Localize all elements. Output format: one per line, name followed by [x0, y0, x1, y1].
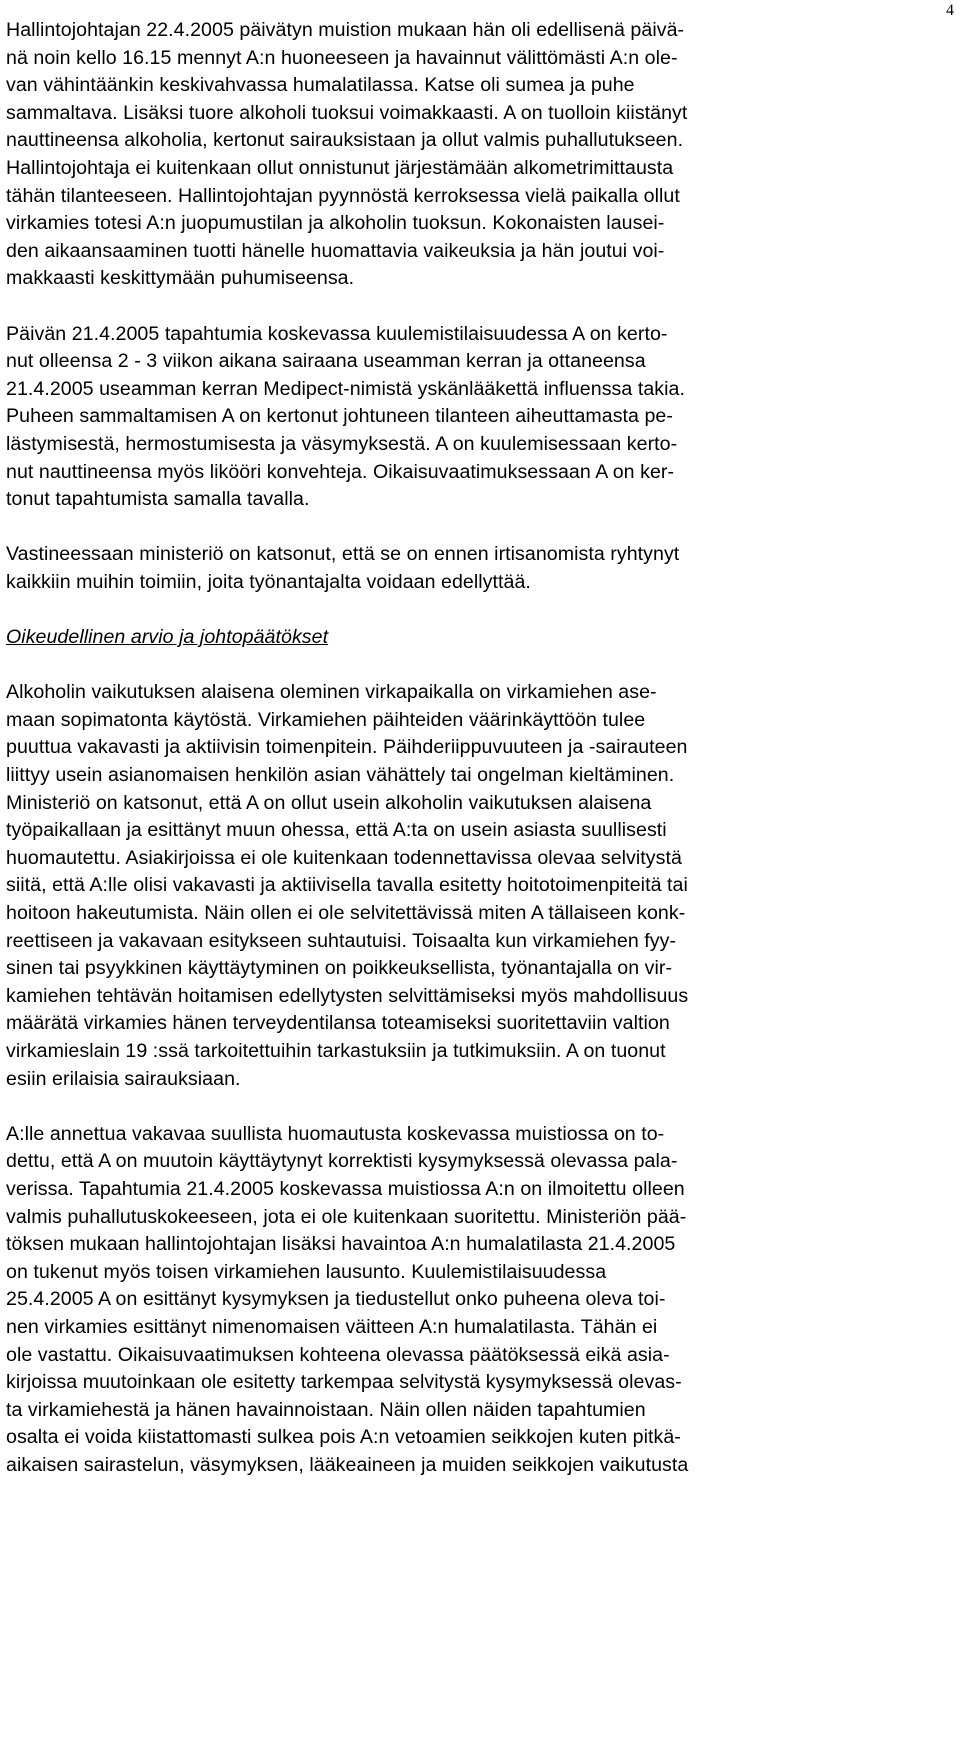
text-line: valmis puhallutuskokeeseen, jota ei ole kuitenkaan suoritettu. Ministeriön pää-: [6, 1205, 687, 1228]
paragraph-assessment: [6, 679, 958, 1093]
text-line: makkaasti keskittymään puhumiseensa.: [6, 267, 355, 290]
text-line: tähän tilanteeseen. Hallintojohtajan pyynnöstä kerroksessa vielä paikalla ollut: [6, 184, 680, 207]
document-body: [6, 17, 958, 1479]
text-line: 21.4.2005 useamman kerran Medipect-nimistä yskänlääkettä influenssa takia.: [6, 377, 685, 400]
text-line: määrätä virkamies hänen terveydentilansa toteamiseksi suoritettaviin valtion: [6, 1012, 670, 1035]
text-line: Alkoholin vaikutuksen alaisena oleminen virkapaikalla on virkamiehen ase-: [6, 681, 657, 704]
text-line: hoitoon hakeutumista. Näin ollen ei ole selvitettävissä miten A tällaiseen konk-: [6, 902, 686, 924]
text-line: puuttua vakavasti ja aktiivisin toimenpitein. Päihderiippuvuuteen ja -sairauteen: [6, 736, 688, 759]
text-line: lästymisestä, hermostumisesta ja väsymyksestä. A on kuulemisessaan kerto-: [6, 432, 678, 455]
text-line: kirjoissa muutoinkaan ole esitetty tarkempaa selvitystä kysymyksessä olevas-: [6, 1371, 682, 1394]
text-line: nen virkamies esittänyt nimenomaisen väitteen A:n humalatilasta. Tähän ei: [6, 1315, 658, 1338]
text-line: kamiehen tehtävän hoitamisen edellytysten selvittämiseksi myös mahdollisuus: [6, 984, 689, 1007]
text-line: van vähintäänkin keskivahvassa humalatilassa. Katse oli sumea ja puhe: [6, 74, 635, 97]
text-line: A:lle annettua vakavaa suullista huomautusta koskevassa muistiossa on to-: [6, 1122, 665, 1145]
text-line: Vastineessaan ministeriö on katsonut, että se on ennen irtisanomista ryhtynyt: [6, 543, 680, 566]
paragraph-gap: [6, 293, 958, 321]
text-line: aikaisen sairastelun, väsymyksen, lääkeaineen ja muiden seikkojen vaikutusta: [6, 1453, 689, 1476]
text-line: virkamieslain 19 :ssä tarkoitettuihin tarkastuksiin ja tutkimuksiin. A on tuonut: [6, 1039, 666, 1062]
section-heading-text: Oikeudellinen arvio ja johtopäätökset: [6, 626, 329, 649]
page-number: 4: [946, 2, 954, 19]
section-heading: [6, 624, 958, 652]
text-line: kaikkiin muihin toimiin, joita työnantajalta voidaan edellyttää.: [6, 570, 531, 593]
text-line: Hallintojohtaja ei kuitenkaan ollut onnistunut järjestämään alkometrimittausta: [6, 156, 674, 179]
paragraph-hearing: [6, 321, 958, 514]
text-line: virkamies totesi A:n juopumustilan ja alkoholin tuoksun. Kokonaisten lausei-: [6, 212, 665, 235]
text-line: esiin erilaisia sairauksiaan.: [6, 1067, 241, 1090]
text-line: maan sopimatonta käytöstä. Virkamiehen päihteiden väärinkäyttöön tulee: [6, 708, 646, 731]
paragraph-gap: [6, 514, 958, 542]
paragraph-memo: [6, 17, 958, 293]
paragraph-gap: [6, 1093, 958, 1121]
text-line: liittyy usein asianomaisen henkilön asian vähättely tai ongelman kieltäminen.: [6, 764, 675, 787]
text-line: on tukenut myös toisen virkamiehen lausunto. Kuulemistilaisuudessa: [6, 1260, 607, 1283]
text-line: Päivän 21.4.2005 tapahtumia koskevassa kuulemistilaisuudessa A on kerto-: [6, 322, 668, 345]
text-line: dettu, että A on muutoin käyttäytynyt korrektisti kysymyksessä olevassa pala-: [6, 1150, 678, 1173]
text-line: sinen tai psyykkinen käyttäytyminen on poikkeuksellista, työnantajalla on vir-: [6, 957, 673, 980]
paragraph-gap: [6, 652, 958, 680]
text-line: huomautettu. Asiakirjoissa ei ole kuitenkaan todennettavissa olevaa selvitystä: [6, 846, 682, 869]
text-line: nut nauttineensa myös likööri konvehteja. Oikaisuvaatimuksessaan A on ker-: [6, 460, 675, 483]
text-line: nauttineensa alkoholia, kertonut sairauksistaan ja ollut valmis puhallutukseen.: [6, 129, 684, 152]
text-line: töksen mukaan hallintojohtajan lisäksi havaintoa A:n humalatilasta 21.4.2005: [6, 1233, 676, 1256]
text-line: 25.4.2005 A on esittänyt kysymyksen ja tiedustellut onko puheena oleva toi-: [6, 1288, 666, 1311]
text-line: Hallintojohtajan 22.4.2005 päivätyn muistion mukaan hän oli edellisenä päivä-: [6, 19, 685, 41]
text-line: työpaikallaan ja esittänyt muun ohessa, että A:ta on usein asiasta suullisesti: [6, 819, 667, 842]
paragraph-gap: [6, 596, 958, 624]
text-line: ole vastattu. Oikaisuvaatimuksen kohteena olevassa päätöksessä eikä asia-: [6, 1343, 670, 1366]
text-line: siitä, että A:lle olisi vakavasti ja aktiivisella tavalla esitetty hoitotoimenpiteitä tai: [6, 874, 688, 897]
text-line: ta virkamiehestä ja hänen havainnoistaan. Näin ollen näiden tapahtumien: [6, 1398, 646, 1421]
text-line: verissa. Tapahtumia 21.4.2005 koskevassa muistiossa A:n on ilmoitettu olleen: [6, 1177, 685, 1200]
text-line: Ministeriö on katsonut, että A on ollut usein alkoholin vaikutuksen alaisena: [6, 791, 652, 814]
text-line: nä noin kello 16.15 mennyt A:n huoneeseen ja havainnut välittömästi A:n ole-: [6, 46, 678, 69]
paragraph-response: [6, 541, 958, 596]
text-line: nut olleensa 2 - 3 viikon aikana sairaana useamman kerran ja ottaneensa: [6, 350, 646, 373]
text-line: tonut tapahtumista samalla tavalla.: [6, 488, 310, 511]
text-line: sammaltava. Lisäksi tuore alkoholi tuoksui voimakkaasti. A on tuolloin kiistänyt: [6, 101, 688, 124]
text-line: reettiseen ja vakavaan esitykseen suhtautuisi. Toisaalta kun virkamiehen fyy-: [6, 929, 677, 952]
text-line: Puheen sammaltamisen A on kertonut johtuneen tilanteen aiheuttamasta pe-: [6, 405, 673, 428]
paragraph-remark: [6, 1121, 958, 1480]
text-line: den aikaansaaminen tuotti hänelle huomattavia vaikeuksia ja hän joutui voi-: [6, 239, 665, 262]
text-line: osalta ei voida kiistattomasti sulkea pois A:n vetoamien seikkojen kuten pitkä-: [6, 1426, 681, 1449]
